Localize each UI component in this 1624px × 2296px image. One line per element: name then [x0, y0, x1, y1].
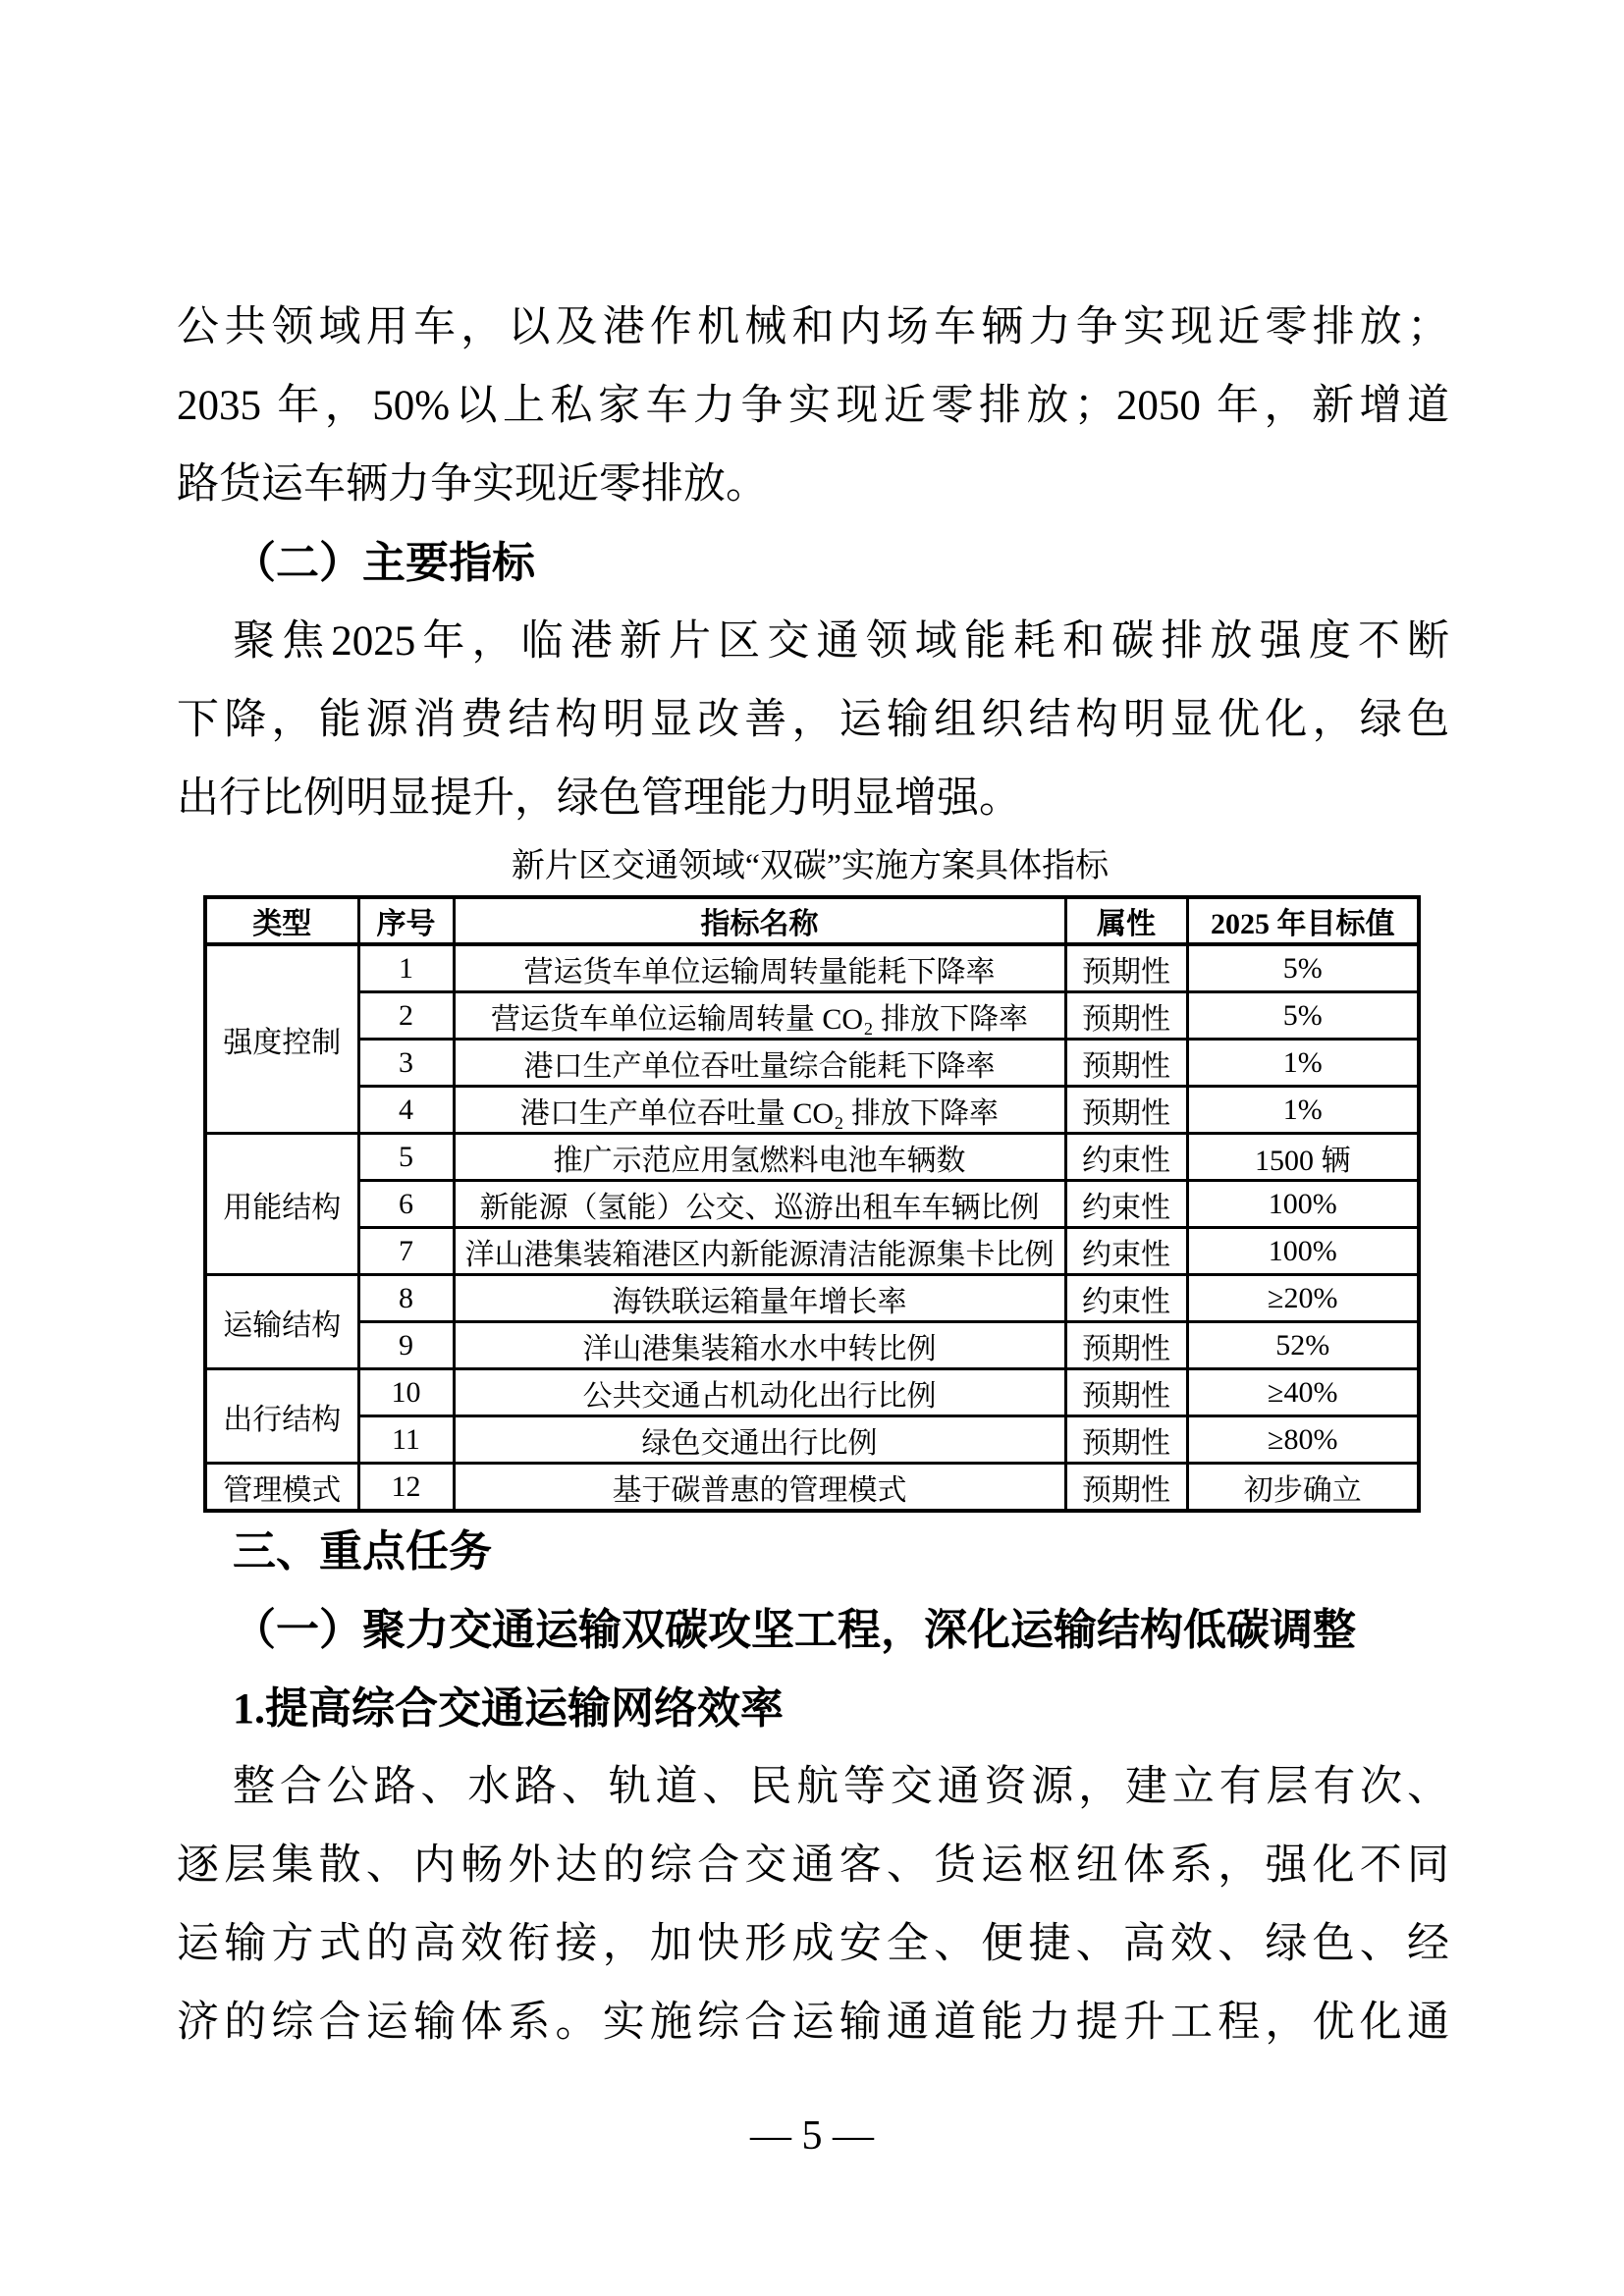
- attribute-cell: 预期性: [1065, 1040, 1187, 1087]
- table-row: [205, 1228, 1419, 1275]
- attribute-cell: 预期性: [1065, 1369, 1187, 1416]
- row-number-cell: 6: [358, 1181, 454, 1228]
- attribute-cell: 约束性: [1065, 1228, 1187, 1275]
- indicator-name-cell: 基于碳普惠的管理模式: [454, 1464, 1065, 1512]
- table-row: [205, 992, 1419, 1040]
- indicator-name-cell: 洋山港集装箱港区内新能源清洁能源集卡比例: [454, 1228, 1065, 1275]
- section-3-1-heading: （一）聚力交通运输双碳攻坚工程，深化运输结构低碳调整: [233, 1606, 1356, 1654]
- attribute-cell: 约束性: [1065, 1181, 1187, 1228]
- body-line: 整合公路、水路、轨道、民航等交通资源，建立有层有次、: [233, 1764, 1449, 1810]
- body-line: 聚焦2025年，临港新片区交通领域能耗和碳排放强度不断: [233, 618, 1449, 665]
- row-number-cell: 11: [358, 1416, 454, 1464]
- type-cell: 出行结构: [205, 1369, 358, 1464]
- body-line: 出行比例明显提升，绿色管理能力明显增强。: [177, 775, 1021, 822]
- target-cell: 5%: [1187, 992, 1419, 1040]
- target-cell: 100%: [1187, 1228, 1419, 1275]
- attribute-cell: 预期性: [1065, 1322, 1187, 1369]
- attribute-cell: 约束性: [1065, 1275, 1187, 1322]
- indicator-name-cell: 海铁联运箱量年增长率: [454, 1275, 1065, 1322]
- indicator-name-cell: 洋山港集装箱水水中转比例: [454, 1322, 1065, 1369]
- table-row: [205, 1322, 1419, 1369]
- table-row: [205, 1416, 1419, 1464]
- type-cell: 强度控制: [205, 944, 358, 1134]
- target-cell: ≥40%: [1187, 1369, 1419, 1416]
- attribute-cell: 约束性: [1065, 1134, 1187, 1181]
- attribute-cell: 预期性: [1065, 944, 1187, 992]
- indicators-table: [203, 895, 1421, 1513]
- body-line: 下降，能源消费结构明显改善，运输组织结构明显优化，绿色: [177, 697, 1449, 743]
- row-number-cell: 3: [358, 1040, 454, 1087]
- column-header-no: 序号: [358, 897, 454, 944]
- section-3-heading: 三、重点任务: [233, 1527, 492, 1575]
- column-header-attribute: 属性: [1065, 897, 1187, 944]
- target-cell: ≥20%: [1187, 1275, 1419, 1322]
- column-header-indicator: 指标名称: [454, 897, 1065, 944]
- table-row: [205, 944, 1419, 992]
- attribute-cell: 预期性: [1065, 1087, 1187, 1134]
- indicator-name-cell: 推广示范应用氢燃料电池车辆数: [454, 1134, 1065, 1181]
- row-number-cell: 2: [358, 992, 454, 1040]
- row-number-cell: 12: [358, 1464, 454, 1512]
- target-cell: 100%: [1187, 1181, 1419, 1228]
- section-3-1-1-heading: 1.提高综合交通运输网络效率: [233, 1684, 784, 1733]
- table-row: [205, 1134, 1419, 1181]
- table-row: [205, 1087, 1419, 1134]
- table-caption: 新片区交通领域“双碳”实施方案具体指标: [511, 848, 1110, 884]
- table-row: [205, 1040, 1419, 1087]
- row-number-cell: 10: [358, 1369, 454, 1416]
- indicator-name-cell: 港口生产单位吞吐量综合能耗下降率: [454, 1040, 1065, 1087]
- target-cell: 1%: [1187, 1040, 1419, 1087]
- page-number: — 5 —: [750, 2113, 874, 2159]
- type-cell: 用能结构: [205, 1134, 358, 1275]
- indicator-name-cell: 营运货车单位运输周转量 CO₂ 排放下降率: [454, 992, 1065, 1040]
- type-cell: 运输结构: [205, 1275, 358, 1369]
- section-2-heading: （二）主要指标: [233, 539, 535, 587]
- body-line: 2035 年，50%以上私家车力争实现近零排放；2050 年，新增道: [177, 383, 1449, 429]
- indicator-name-cell: 港口生产单位吞吐量 CO₂ 排放下降率: [454, 1087, 1065, 1134]
- column-header-target: 2025 年目标值: [1187, 897, 1419, 944]
- row-number-cell: 8: [358, 1275, 454, 1322]
- target-cell: 5%: [1187, 944, 1419, 992]
- table-row: [205, 1275, 1419, 1322]
- row-number-cell: 9: [358, 1322, 454, 1369]
- indicator-name-cell: 绿色交通出行比例: [454, 1416, 1065, 1464]
- target-cell: 1%: [1187, 1087, 1419, 1134]
- body-line: 运输方式的高效衔接，加快形成安全、便捷、高效、绿色、经: [177, 1921, 1449, 1967]
- row-number-cell: 1: [358, 944, 454, 992]
- target-cell: ≥80%: [1187, 1416, 1419, 1464]
- target-cell: 1500 辆: [1187, 1134, 1419, 1181]
- body-line: 路货运车辆力争实现近零排放。: [177, 461, 768, 507]
- target-cell: 52%: [1187, 1322, 1419, 1369]
- row-number-cell: 4: [358, 1087, 454, 1134]
- table-header-row: [205, 897, 1419, 944]
- body-line: 逐层集散、内畅外达的综合交通客、货运枢纽体系，强化不同: [177, 1842, 1449, 1889]
- body-line: 济的综合运输体系。实施综合运输通道能力提升工程，优化通: [177, 2000, 1449, 2046]
- body-line: 公共领域用车，以及港作机械和内场车辆力争实现近零排放；: [177, 304, 1449, 350]
- column-header-type: 类型: [205, 897, 358, 944]
- table-row: [205, 1369, 1419, 1416]
- target-cell: 初步确立: [1187, 1464, 1419, 1512]
- row-number-cell: 7: [358, 1228, 454, 1275]
- attribute-cell: 预期性: [1065, 992, 1187, 1040]
- attribute-cell: 预期性: [1065, 1416, 1187, 1464]
- document-content: [177, 289, 1449, 2062]
- table-row: [205, 1464, 1419, 1512]
- indicator-name-cell: 公共交通占机动化出行比例: [454, 1369, 1065, 1416]
- row-number-cell: 5: [358, 1134, 454, 1181]
- indicator-name-cell: 新能源（氢能）公交、巡游出租车车辆比例: [454, 1181, 1065, 1228]
- indicator-name-cell: 营运货车单位运输周转量能耗下降率: [454, 944, 1065, 992]
- attribute-cell: 预期性: [1065, 1464, 1187, 1512]
- type-cell: 管理模式: [205, 1464, 358, 1512]
- table-row: [205, 1181, 1419, 1228]
